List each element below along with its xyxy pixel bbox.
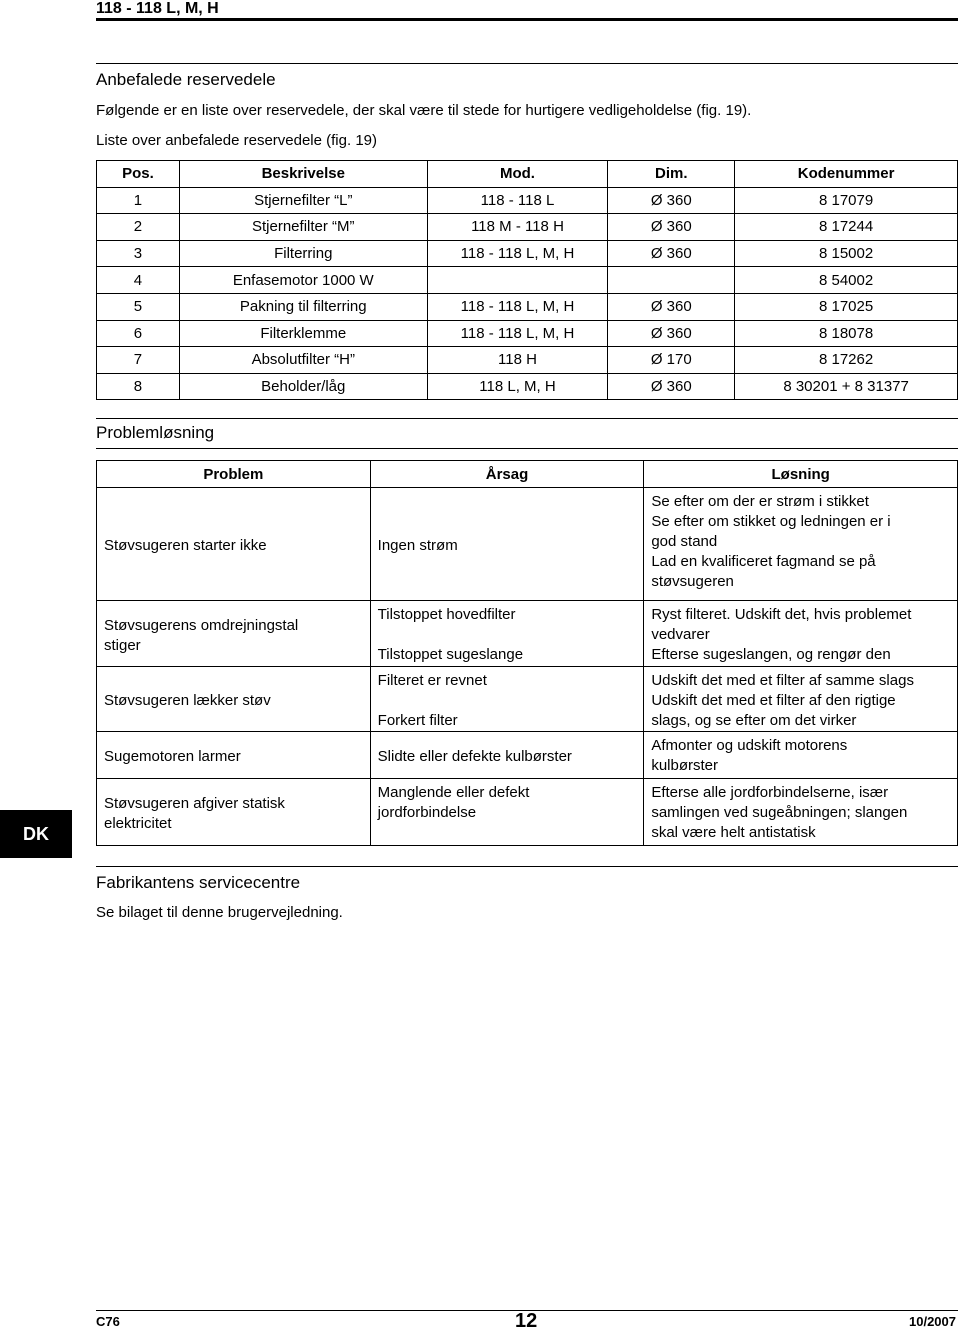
trouble-cell-solution <box>644 488 958 601</box>
parts-cell-dim: Ø 360 <box>608 320 735 347</box>
trouble-cell-cause <box>370 779 644 846</box>
table-row <box>97 373 958 400</box>
trouble-solution-line: kulbørster <box>651 757 719 774</box>
trouble-cause-line: Ingen strøm <box>377 537 458 554</box>
trouble-cell-problem <box>97 732 371 779</box>
table-row <box>97 320 958 347</box>
parts-cell-dim: Ø 360 <box>608 240 735 267</box>
parts-cell-description: Stjernefilter “L” <box>179 187 427 214</box>
section-rule-service <box>96 866 958 867</box>
parts-cell-model: 118 L, M, H <box>427 373 608 400</box>
section-rule-troubleshooting <box>96 418 958 419</box>
trouble-cell-solution <box>644 732 958 779</box>
table-row <box>97 732 958 779</box>
trouble-problem-line: stiger <box>104 636 141 654</box>
header-rule <box>96 18 958 21</box>
trouble-solution-line: skal være helt antistatisk <box>651 824 816 841</box>
trouble-problem-line: Sugemotoren larmer <box>104 748 241 765</box>
parts-cell-dim: Ø 170 <box>608 347 735 374</box>
trouble-col-problem: Problem <box>97 461 371 488</box>
trouble-solution-line: slags, og se efter om det virker <box>651 712 857 729</box>
service-heading: Fabrikantens servicecentre <box>96 873 301 892</box>
parts-cell-code: 8 17244 <box>735 214 958 241</box>
trouble-solution-line: Se efter om stikket og ledningen er i <box>651 513 891 530</box>
troubleshooting-heading-rule <box>96 448 958 449</box>
parts-cell-model: 118 M - 118 H <box>427 214 608 241</box>
parts-cell-code: 8 17025 <box>735 293 958 320</box>
parts-cell-model: 118 - 118 L <box>427 187 608 214</box>
trouble-problem-line: Støvsugeren starter ikke <box>104 537 267 554</box>
footer-date: 10/2007 <box>909 1314 956 1329</box>
parts-cell-model: 118 - 118 L, M, H <box>427 320 608 347</box>
table-row <box>97 488 958 601</box>
spare-parts-table <box>96 160 958 400</box>
line-gap <box>378 691 637 711</box>
parts-cell-description: Pakning til filterring <box>179 293 427 320</box>
parts-cell-pos: 7 <box>97 347 180 374</box>
spare-parts-intro: Følgende er en liste over reservedele, der skal være til stede for hurtigere vedligeholdelse (fig. 19). <box>96 102 752 119</box>
trouble-solution-line: Ryst filteret. Udskift det, hvis problemet <box>651 606 912 623</box>
trouble-cause-line: Filteret er revnet <box>377 672 487 689</box>
parts-cell-code: 8 54002 <box>735 267 958 294</box>
trouble-solution-line: Lad en kvalificeret fagmand se på <box>651 553 876 570</box>
table-row <box>97 214 958 241</box>
table-row <box>97 240 958 267</box>
trouble-cell-solution <box>644 779 958 846</box>
parts-cell-dim <box>608 267 735 294</box>
parts-cell-dim: Ø 360 <box>608 293 735 320</box>
troubleshooting-heading: Problemløsning <box>96 423 215 442</box>
parts-cell-pos: 8 <box>97 373 180 400</box>
trouble-solution-line: samlingen ved sugeåbningen; slangen <box>651 804 908 821</box>
parts-col-pos: Pos. <box>97 161 180 188</box>
trouble-cause-line: Slidte eller defekte kulbørster <box>377 748 572 765</box>
trouble-cell-cause <box>370 732 644 779</box>
trouble-cell-cause <box>370 601 644 667</box>
trouble-cause-line: Manglende eller defekt <box>377 784 530 801</box>
trouble-solution-line: vedvarer <box>651 626 710 643</box>
section-rule-spare-parts <box>96 63 958 64</box>
trouble-cause-line: Tilstoppet sugeslange <box>377 646 524 663</box>
trouble-col-solution: Løsning <box>644 461 958 488</box>
parts-cell-dim: Ø 360 <box>608 187 735 214</box>
parts-cell-description: Stjernefilter “M” <box>179 214 427 241</box>
trouble-cell-problem <box>97 779 371 846</box>
trouble-col-cause: Årsag <box>370 461 644 488</box>
parts-cell-dim: Ø 360 <box>608 373 735 400</box>
parts-cell-dim: Ø 360 <box>608 214 735 241</box>
trouble-solution-line: Afmonter og udskift motorens <box>651 737 848 754</box>
trouble-problem-line: elektricitet <box>104 815 172 832</box>
parts-cell-code: 8 17262 <box>735 347 958 374</box>
parts-cell-pos: 3 <box>97 240 180 267</box>
troubleshooting-table <box>96 460 958 846</box>
parts-col-dim: Dim. <box>608 161 735 188</box>
parts-col-description: Beskrivelse <box>179 161 427 188</box>
parts-cell-model: 118 - 118 L, M, H <box>427 293 608 320</box>
trouble-cell-problem <box>97 488 371 601</box>
trouble-cause-line: Tilstoppet hovedfilter <box>377 606 516 623</box>
parts-cell-description: Filterklemme <box>179 320 427 347</box>
parts-cell-pos: 5 <box>97 293 180 320</box>
trouble-cell-problem <box>97 667 371 732</box>
trouble-cell-solution <box>644 667 958 732</box>
parts-cell-pos: 2 <box>97 214 180 241</box>
table-row <box>97 267 958 294</box>
trouble-solution-line: støvsugeren <box>651 573 734 590</box>
trouble-cause-line: jordforbindelse <box>377 804 477 821</box>
table-row <box>97 601 958 667</box>
trouble-cell-cause <box>370 488 644 601</box>
table-row <box>97 779 958 846</box>
trouble-solution-line: Udskift det med et filter af samme slags <box>651 672 914 689</box>
language-tab-dk: DK <box>0 810 72 858</box>
parts-cell-pos: 6 <box>97 320 180 347</box>
footer-model: C76 <box>96 1314 120 1329</box>
trouble-solution-line: Efterse sugeslangen, og rengør den <box>651 646 891 663</box>
parts-col-code: Kodenummer <box>735 161 958 188</box>
parts-cell-pos: 1 <box>97 187 180 214</box>
table-row <box>97 347 958 374</box>
spare-parts-heading: Anbefalede reservedele <box>96 70 276 89</box>
trouble-solution-line: Se efter om der er strøm i stikket <box>651 493 869 510</box>
spare-parts-list-label: Liste over anbefalede reservedele (fig. 19) <box>96 132 378 149</box>
page-number: 12 <box>515 1310 538 1332</box>
trouble-solution-line: Udskift det med et filter af den rigtige <box>651 692 896 709</box>
table-row <box>97 187 958 214</box>
page-header-title: 118 - 118 L, M, H <box>96 0 219 17</box>
trouble-header-row <box>97 461 958 488</box>
parts-cell-description: Enfasemotor 1000 W <box>179 267 427 294</box>
parts-cell-code: 8 17079 <box>735 187 958 214</box>
parts-cell-description: Absolutfilter “H” <box>179 347 427 374</box>
trouble-problem-line: Støvsugeren afgiver statisk <box>104 795 285 812</box>
line-gap <box>378 625 637 645</box>
parts-cell-code: 8 30201 + 8 31377 <box>735 373 958 400</box>
table-row <box>97 293 958 320</box>
parts-header-row <box>97 161 958 188</box>
parts-cell-code: 8 15002 <box>735 240 958 267</box>
parts-cell-model: 118 - 118 L, M, H <box>427 240 608 267</box>
parts-cell-pos: 4 <box>97 267 180 294</box>
trouble-problem-line: Støvsugerens omdrejningstal <box>104 616 299 634</box>
parts-cell-model <box>427 267 608 294</box>
trouble-problem-line: Støvsugeren lækker støv <box>104 692 271 709</box>
table-row <box>97 667 958 732</box>
parts-col-model: Mod. <box>427 161 608 188</box>
trouble-cell-cause <box>370 667 644 732</box>
parts-cell-model: 118 H <box>427 347 608 374</box>
parts-cell-code: 8 18078 <box>735 320 958 347</box>
parts-cell-description: Beholder/låg <box>179 373 427 400</box>
parts-cell-description: Filterring <box>179 240 427 267</box>
trouble-solution-line: Efterse alle jordforbindelserne, især <box>651 784 889 801</box>
trouble-cause-line: Forkert filter <box>377 712 458 729</box>
trouble-solution-line: god stand <box>651 533 718 550</box>
trouble-cell-problem <box>97 601 371 667</box>
trouble-cell-solution <box>644 601 958 667</box>
service-text: Se bilaget til denne brugervejledning. <box>96 904 343 921</box>
